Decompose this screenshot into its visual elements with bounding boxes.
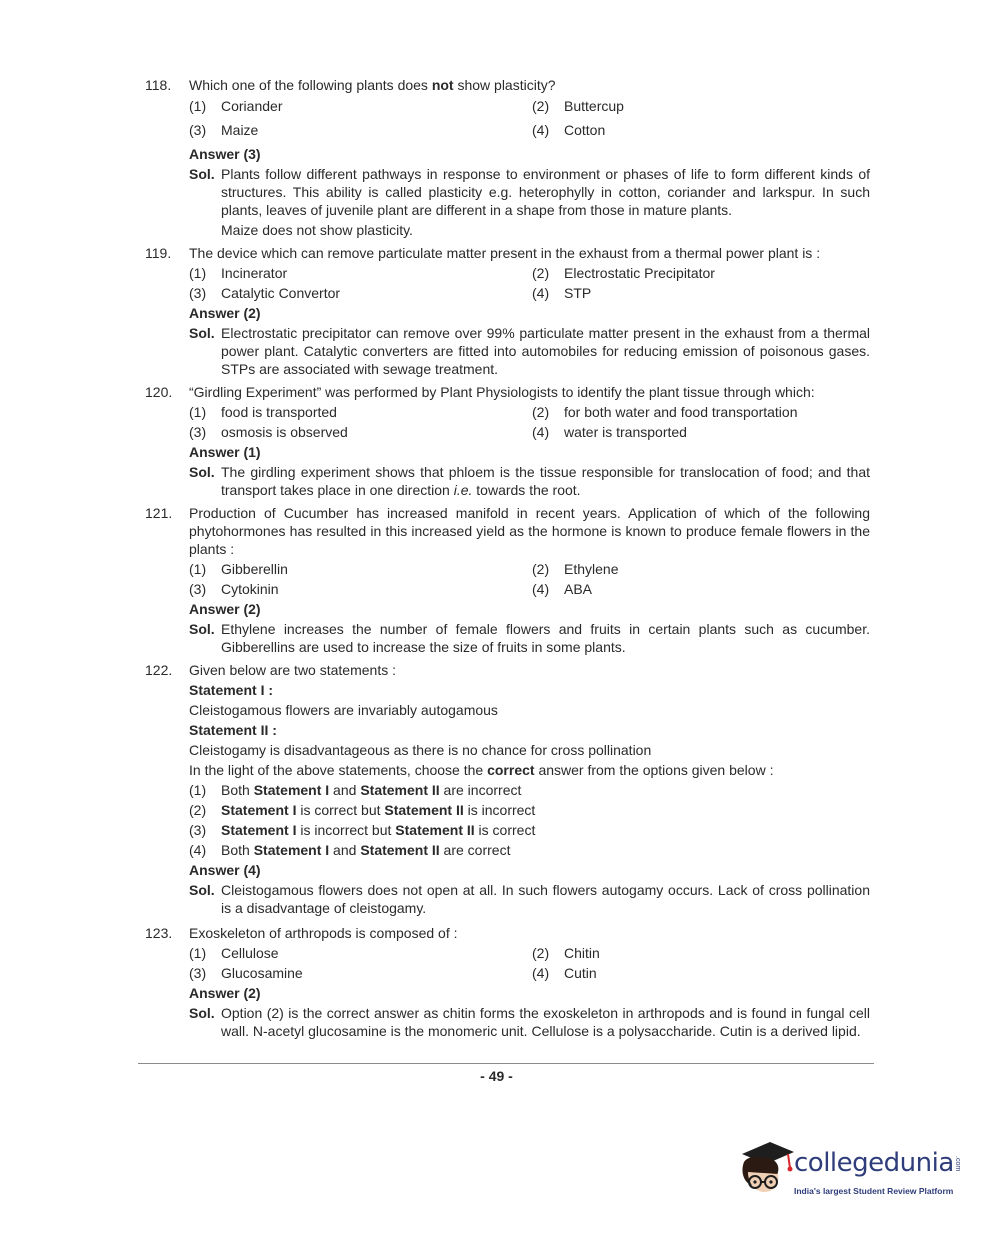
question-122 <box>145 661 870 919</box>
question-text: 120. “Girdling Experiment” was performed by Plant Physiologists to identify the plant tissue through which: <box>145 384 815 400</box>
question-number: 122. <box>145 662 173 678</box>
footer-divider <box>138 1063 874 1064</box>
question-123 <box>145 924 870 1042</box>
question-text: 121. Production of Cucumber has increased manifold in recent years. Application of which of the following phytohormones has resulted in this increased yield as the hormone is known to produce female flowers in the plants : <box>145 505 870 557</box>
option-3: (3) Maize <box>189 122 259 138</box>
page-number: - 49 - <box>480 1068 513 1084</box>
option-3: (3) Catalytic Convertor <box>189 285 341 301</box>
option-1: (1) Coriander <box>189 98 283 114</box>
collegedunia-logo <box>736 1138 961 1202</box>
logo-tagline: India's largest Student Review Platform <box>794 1186 954 1196</box>
answer-label: Answer (2) <box>189 985 261 1001</box>
option-3: (3) osmosis is observed <box>189 424 348 440</box>
solution: Sol. Plants follow different pathways in response to environment or phases of life to form different kinds of structures. This ability is called plasticity e.g. heterophylly in cotton, coriander and larkspur. In such plants, leaves of juvenile plant are different in a shape from those in mature plants. <box>189 166 870 218</box>
solution: Sol. Ethylene increases the number of female flowers and fruits in certain plants such as cucumber. Gibberellins are used to increase the size of fruits in some plants. <box>189 621 870 655</box>
options-row <box>145 97 870 117</box>
question-121 <box>145 504 870 658</box>
option-2: (2) Statement I is correct but Statement II is incorrect <box>189 802 536 818</box>
option-2: (2) Ethylene <box>532 561 619 577</box>
options-row <box>145 264 870 284</box>
option-4: (4) water is transported <box>532 424 687 440</box>
solution: Sol. The girdling experiment shows that phloem is the tissue responsible for translocation of food; and that transport takes place in one direction i.e. towards the root. <box>189 464 870 498</box>
question-120 <box>145 383 870 501</box>
option-1: (1) food is transported <box>189 404 337 420</box>
option-1: (1) Incinerator <box>189 265 288 281</box>
answer-label: Answer (4) <box>189 862 261 878</box>
question-number: 118. <box>145 77 172 93</box>
option-3: (3) Glucosamine <box>189 965 303 981</box>
question-number: 121. <box>145 505 173 521</box>
answer-label: Answer (2) <box>189 305 261 321</box>
options-row <box>145 560 870 580</box>
question-text: 123. Exoskeleton of arthropods is composed of : <box>145 925 458 941</box>
option-3: (3) Cytokinin <box>189 581 279 597</box>
logo-wordmark: collegedunia <box>794 1148 954 1178</box>
question-119 <box>145 244 870 380</box>
option-2: (2) Electrostatic Precipitator <box>532 265 715 281</box>
options-row <box>145 964 870 984</box>
statement-2-text: Cleistogamy is disadvantageous as there is no chance for cross pollination <box>189 742 652 758</box>
question-number: 123. <box>145 925 173 941</box>
question-text: 118. Which one of the following plants does not show plasticity? <box>145 77 556 93</box>
option-1: (1) Cellulose <box>189 945 279 961</box>
options-row <box>145 403 870 423</box>
answer-label: Answer (1) <box>189 444 261 460</box>
options-row <box>145 944 870 964</box>
options-row <box>145 121 870 141</box>
logo-domain: .com <box>954 1156 961 1172</box>
option-1: (1) Both Statement I and Statement II are incorrect <box>189 782 522 798</box>
options-row <box>145 423 870 443</box>
answer-label: Answer (3) <box>189 146 261 162</box>
option-2: (2) Chitin <box>532 945 600 961</box>
statement-1-label: Statement I : <box>189 682 274 698</box>
solution-extra: Maize does not show plasticity. <box>221 222 413 238</box>
solution: Sol. Option (2) is the correct answer as chitin forms the exoskeleton in arthropods and is found in fungal cell wall. N-acetyl glucosamine is the monomeric unit. Cellulose is a polysaccharide. Cutin is a derived lipid. <box>189 1005 870 1039</box>
question-number: 120. <box>145 384 173 400</box>
option-1: (1) Gibberellin <box>189 561 288 577</box>
option-2: (2) Buttercup <box>532 98 624 114</box>
solution: Sol. Cleistogamous flowers does not open at all. In such flowers autogamy occurs. Lack of cross pollination is a disadvantage of cleistogamy. <box>189 882 870 916</box>
student-mascot-icon <box>736 1138 796 1202</box>
statement-1-text: Cleistogamous flowers are invariably autogamous <box>189 702 498 718</box>
options-row <box>145 284 870 304</box>
options-row <box>145 580 870 600</box>
question-text: 119. The device which can remove particulate matter present in the exhaust from a thermal power plant is : <box>145 245 821 261</box>
option-4: (4) Cotton <box>532 122 606 138</box>
question-118 <box>145 76 870 239</box>
option-4: (4) Cutin <box>532 965 597 981</box>
option-3: (3) Statement I is incorrect but Statement II is correct <box>189 822 536 838</box>
statement-2-label: Statement II : <box>189 722 277 738</box>
instruction: In the light of the above statements, choose the correct answer from the options given below : <box>189 762 774 778</box>
option-2: (2) for both water and food transportation <box>532 404 798 420</box>
option-4: (4) Both Statement I and Statement II are correct <box>189 842 511 858</box>
solution: Sol. Electrostatic precipitator can remove over 99% particulate matter present in the exhaust from a thermal power plant. Catalytic converters are fitted into automobiles for reducing emission of poisonous gases. STPs are associated with sewage treatment. <box>189 325 870 377</box>
option-4: (4) ABA <box>532 581 593 597</box>
answer-label: Answer (2) <box>189 601 261 617</box>
option-4: (4) STP <box>532 285 592 301</box>
question-text: 122. Given below are two statements : <box>145 662 396 678</box>
question-number: 119. <box>145 245 172 261</box>
